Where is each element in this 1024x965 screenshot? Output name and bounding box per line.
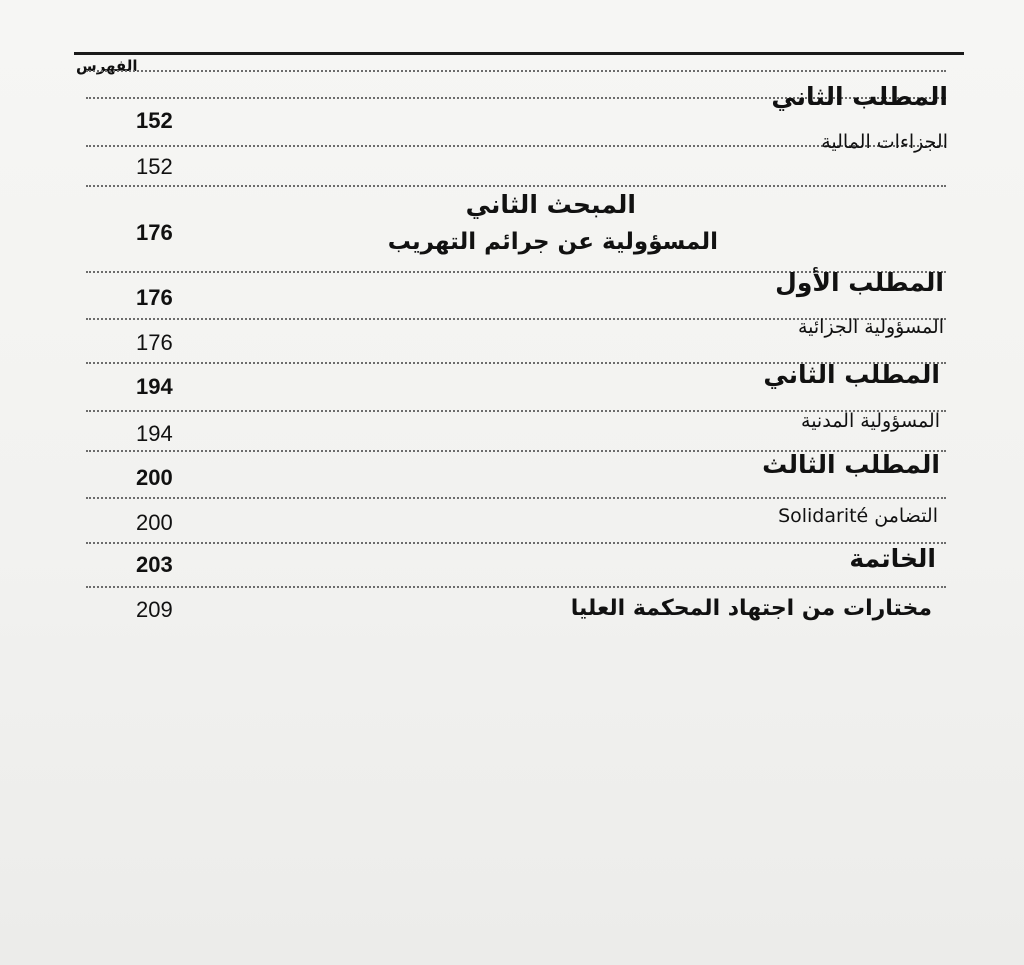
toc-page-number: 152 <box>136 108 173 133</box>
toc-entry-label: المسؤولية المدنية <box>801 410 940 432</box>
toc-entry-label: مختارات من اجتهاد المحكمة العليا <box>570 596 932 621</box>
toc-entry-label: الجزاءات المالية <box>821 131 948 153</box>
toc-page-number: 194 <box>136 421 173 446</box>
toc-entry-label: التضامن Solidarité <box>778 505 938 527</box>
dotted-separator <box>86 145 946 147</box>
toc-page-number: 209 <box>136 597 173 622</box>
dotted-separator <box>86 542 946 544</box>
toc-page-number: 200 <box>136 510 173 535</box>
toc-entry-label: الخاتمة <box>849 544 936 573</box>
toc-entry-label: المطلب الثالث <box>762 450 940 479</box>
toc-section-subtitle: المسؤولية عن جرائم التهريب <box>387 229 718 255</box>
toc-page-number: 194 <box>136 374 173 399</box>
header-rule <box>74 52 964 55</box>
page-header-title: الفهرس <box>76 57 138 75</box>
toc-page-number: 200 <box>136 465 173 490</box>
dotted-separator <box>86 185 946 187</box>
toc-section-heading: المبحث الثاني <box>465 190 636 219</box>
toc-entry-label: المسؤولية الجزائية <box>797 316 944 338</box>
toc-entry-label: المطلب الثاني <box>763 360 940 389</box>
toc-page-number: 176 <box>136 220 173 245</box>
dotted-separator <box>86 70 946 72</box>
toc-page-number: 203 <box>136 552 173 577</box>
bleed-through-text <box>70 180 944 700</box>
dotted-separator <box>86 586 946 588</box>
toc-entry-label: المطلب الثاني <box>771 82 948 111</box>
toc-page-number: 152 <box>136 154 173 179</box>
toc-page-number: 176 <box>136 330 173 355</box>
dotted-separator <box>86 497 946 499</box>
toc-page-number: 176 <box>136 285 173 310</box>
toc-entry-label: المطلب الأول <box>775 268 944 297</box>
